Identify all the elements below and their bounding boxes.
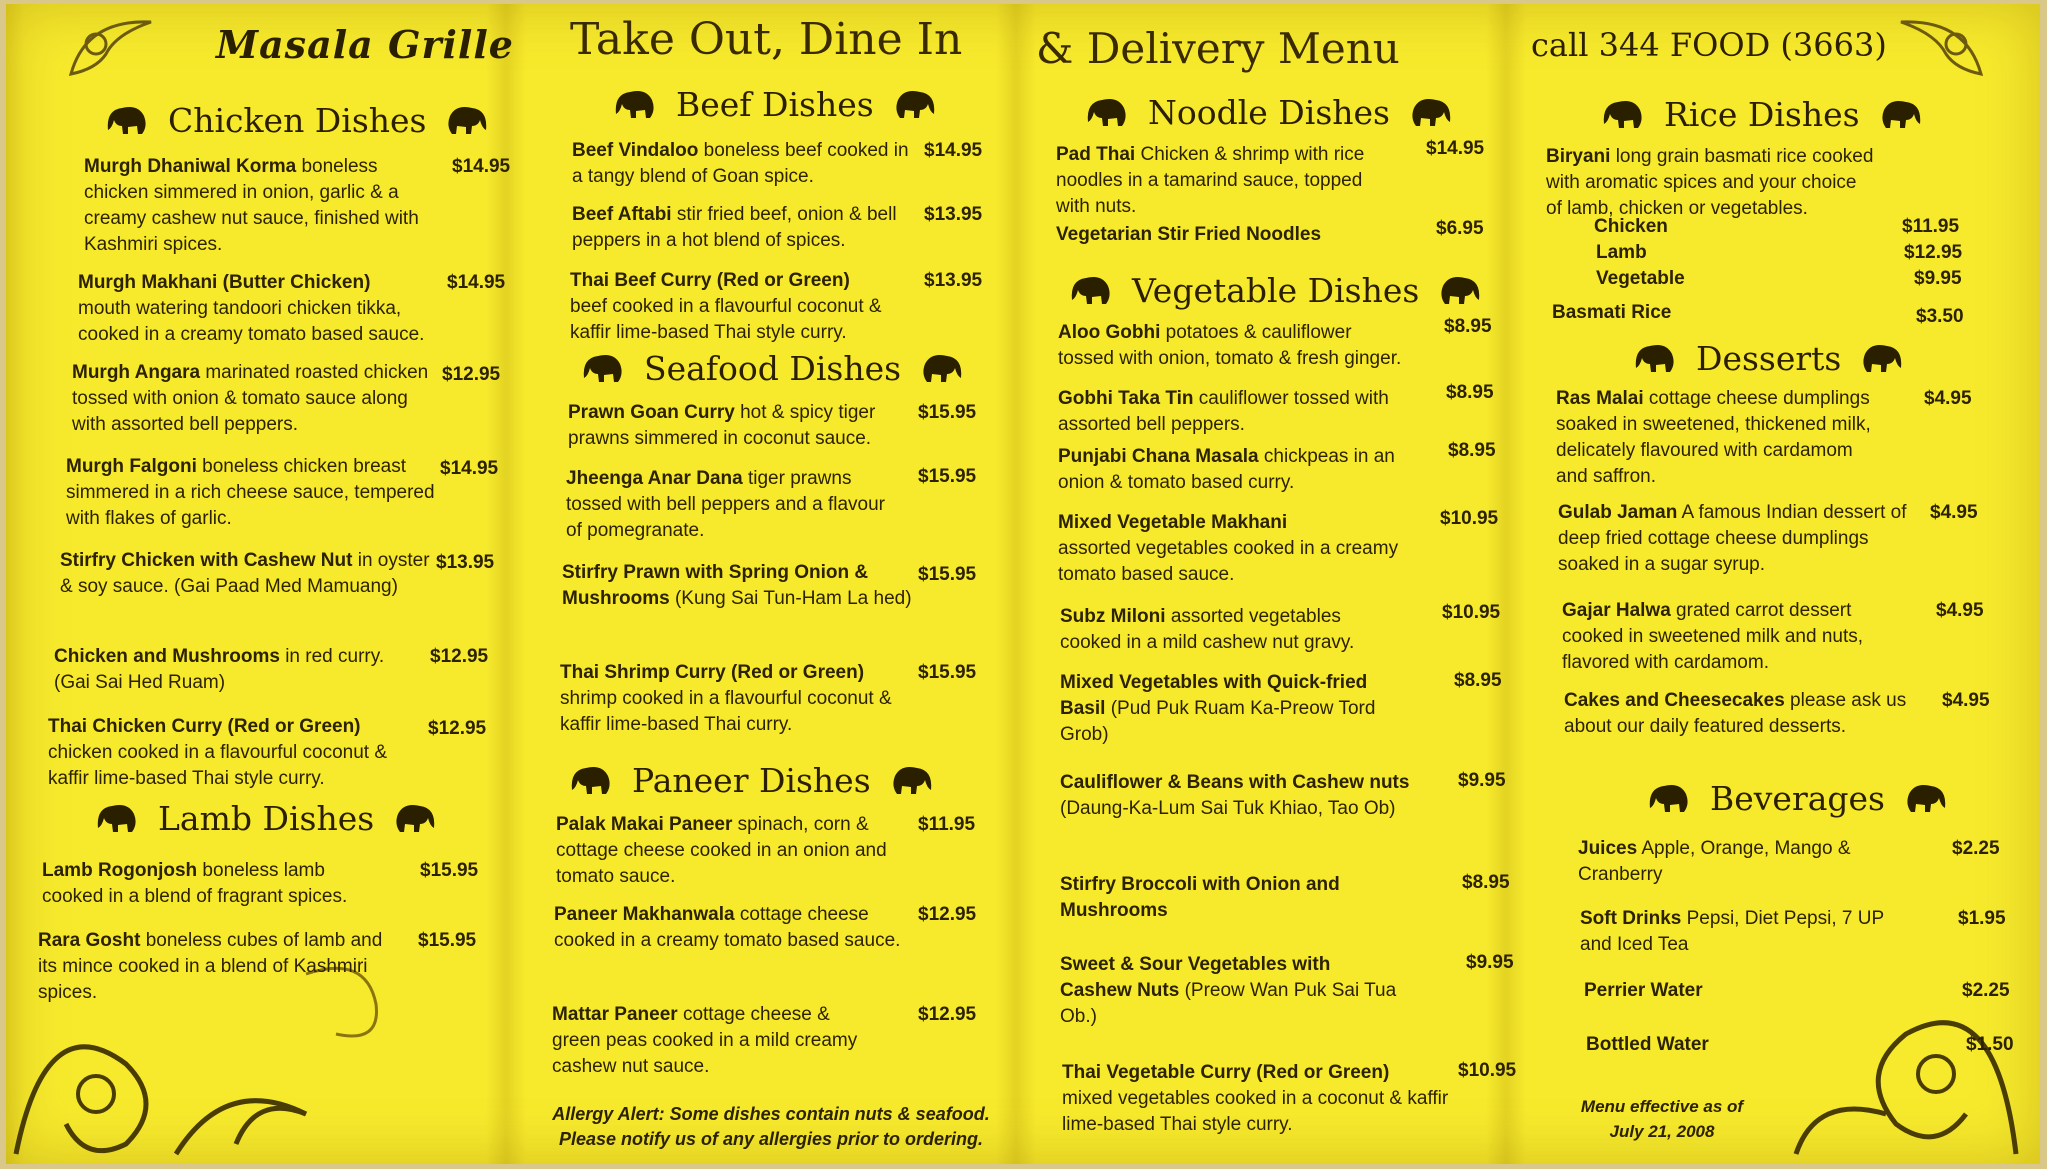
item-price: $13.95 <box>924 204 983 225</box>
item-price: $9.95 <box>1458 770 1506 791</box>
category-beef <box>612 84 938 124</box>
menu-item: Thai Vegetable Curry (Red or Green) mixed vegetables cooked in a coconut & kaffir lime-based Thai style curry. <box>1062 1062 1449 1135</box>
menu-item: Biryani long grain basmati rice cooked with aromatic spices and your choice of lamb, chicken or vegetables. <box>1546 146 1874 219</box>
item-price: $12.95 <box>430 646 489 667</box>
item-price: $1.95 <box>1958 908 2006 929</box>
item-price: $15.95 <box>918 564 977 585</box>
item-price: $15.95 <box>918 402 977 423</box>
menu-effective-date: Menu effective as of July 21, 2008 <box>1580 1097 1744 1141</box>
elephant-icon <box>612 84 658 124</box>
phone-number: call 344 FOOD (3663) <box>1531 26 1887 64</box>
menu-item: Mixed Vegetable Makhani assorted vegetables cooked in a creamy tomato based sauce. <box>1058 512 1399 585</box>
elephant-icon <box>1068 270 1114 310</box>
menu-item: Thai Beef Curry (Red or Green) beef cooked in a flavourful coconut & kaffir lime-based Thai style curry. <box>570 270 882 343</box>
menu-item: Thai Chicken Curry (Red or Green) chicken cooked in a flavourful coconut & kaffir lime-based Thai style curry. <box>48 716 388 789</box>
elephant-icon <box>1878 94 1924 134</box>
menu-item: Pad Thai Chicken & shrimp with rice noodles in a tamarind sauce, topped with nuts. <box>1056 144 1365 217</box>
item-price: $13.95 <box>436 552 495 573</box>
menu-item: Bottled Water <box>1586 1034 1709 1055</box>
item-price: $11.95 <box>1902 216 1960 237</box>
menu-item: Palak Makai Paneer spinach, corn & cottage cheese cooked in an onion and tomato sauce. <box>556 814 887 887</box>
item-price: $15.95 <box>418 930 477 951</box>
item-price: $8.95 <box>1444 316 1492 337</box>
header-left: Take Out, Dine In <box>570 14 963 65</box>
elephant-icon <box>1632 338 1678 378</box>
menu-item: Soft Drinks Pepsi, Diet Pepsi, 7 UP and Iced Tea <box>1580 908 1884 955</box>
item-price: $10.95 <box>1440 508 1499 529</box>
category-lamb <box>94 798 438 838</box>
elephant-icon <box>1084 92 1130 132</box>
item-price: $8.95 <box>1462 872 1510 893</box>
ornament-top-left-icon <box>66 14 156 84</box>
item-price: $8.95 <box>1448 440 1496 461</box>
item-price: $10.95 <box>1458 1060 1517 1081</box>
allergy-alert: Allergy Alert: Some dishes contain nuts & seafood. Please notify us of any allergies prior to ordering. <box>552 1104 990 1149</box>
item-price: $15.95 <box>420 860 479 881</box>
item-price: $15.95 <box>918 466 977 487</box>
elephant-icon <box>444 100 490 140</box>
menu-item: Gulab Jaman A famous Indian dessert of deep fried cottage cheese dumplings soaked in a sugar syrup. <box>1558 502 1907 575</box>
menu-item: Rara Gosht boneless cubes of lamb and its mince cooked in a blend of Kashmiri spices. <box>38 930 383 1003</box>
item-price: $1.50 <box>1966 1034 2014 1055</box>
ornament-top-right-icon <box>1896 14 1986 84</box>
item-price: $6.95 <box>1436 218 1484 239</box>
elephant-icon <box>919 348 965 388</box>
menu-item: Gobhi Taka Tin cauliflower tossed with assorted bell peppers. <box>1058 388 1389 435</box>
elephant-icon <box>104 100 150 140</box>
item-price: $13.95 <box>924 270 983 291</box>
item-price: $8.95 <box>1446 382 1494 403</box>
elephant-icon <box>580 348 626 388</box>
menu-item: Beef Aftabi stir fried beef, onion & bell peppers in a hot blend of spices. <box>572 204 897 251</box>
elephant-icon <box>889 760 935 800</box>
menu-item: Beef Vindaloo boneless beef cooked in a tangy blend of Goan spice. <box>572 140 909 187</box>
menu-item: Lamb Rogonjosh boneless lamb cooked in a blend of fragrant spices. <box>42 860 348 907</box>
category-title: Desserts <box>1696 338 1842 378</box>
category-title: Beef Dishes <box>676 84 874 124</box>
menu-item: Aloo Gobhi potatoes & cauliflower tossed with onion, tomato & fresh ginger. <box>1058 322 1402 369</box>
category-chicken <box>104 100 490 140</box>
menu-item: Perrier Water <box>1584 980 1703 1001</box>
menu-item: Punjabi Chana Masala chickpeas in an onion & tomato based curry. <box>1058 446 1395 493</box>
menu-item: Chicken and Mushrooms in red curry. (Gai Sai Hed Ruam) <box>54 646 385 693</box>
menu-item: Cakes and Cheesecakes please ask us about our daily featured desserts. <box>1564 690 1907 737</box>
menu-item: Murgh Makhani (Butter Chicken) mouth watering tandoori chicken tikka, cooked in a creamy tomato based sauce. <box>78 272 425 345</box>
menu-item: Murgh Angara marinated roasted chicken tossed with onion & tomato sauce along with assorted bell peppers. <box>72 362 429 435</box>
category-title: Seafood Dishes <box>644 348 902 388</box>
item-price: $12.95 <box>918 904 977 925</box>
basmati-rice: Basmati Rice <box>1552 302 1672 323</box>
item-price: $12.95 <box>442 364 501 385</box>
rice-option: Vegetable <box>1596 268 1685 289</box>
menu-item: Murgh Dhaniwal Korma boneless chicken simmered in onion, garlic & a creamy cashew nut sauce, finished with Kashmiri spices. <box>84 156 419 255</box>
category-vegetable <box>1068 270 1483 310</box>
item-price: $4.95 <box>1942 690 1990 711</box>
item-price: $2.25 <box>1962 980 2010 1001</box>
menu-item: Stirfry Prawn with Spring Onion & Mushrooms (Kung Sai Tun-Ham La hed) <box>562 562 912 609</box>
item-price: $12.95 <box>428 718 487 739</box>
menu-item: Stirfry Broccoli with Onion and Mushrooms <box>1060 874 1340 921</box>
category-seafood <box>580 348 965 388</box>
category-title: Noodle Dishes <box>1148 92 1390 132</box>
category-title: Chicken Dishes <box>168 100 427 140</box>
item-price: $3.50 <box>1916 306 1964 327</box>
item-price: $14.95 <box>440 458 499 479</box>
menu-item: Vegetarian Stir Fried Noodles <box>1056 224 1322 245</box>
item-price: $4.95 <box>1924 388 1972 409</box>
menu-item: Cauliflower & Beans with Cashew nuts (Daung-Ka-Lum Sai Tuk Khiao, Tao Ob) <box>1060 772 1410 819</box>
rice-option: Lamb <box>1596 242 1647 263</box>
item-price: $12.95 <box>1904 242 1963 263</box>
menu-item: Murgh Falgoni boneless chicken breast simmered in a rich cheese sauce, tempered with flakes of garlic. <box>66 456 435 529</box>
menu-item: Mattar Paneer cottage cheese & green peas cooked in a mild creamy cashew nut sauce. <box>552 1004 858 1077</box>
elephant-icon <box>568 760 614 800</box>
menu-item: Subz Miloni assorted vegetables cooked in a mild cashew nut gravy. <box>1060 606 1355 653</box>
item-price: $4.95 <box>1936 600 1984 621</box>
item-price: $9.95 <box>1466 952 1514 973</box>
brand-logo: Masala Grille <box>216 22 514 67</box>
item-price: $10.95 <box>1442 602 1501 623</box>
menu-item: Ras Malai cottage cheese dumplings soaked in sweetened, thickened milk, delicately flavoured with cardamom and saffron. <box>1556 388 1871 487</box>
item-price: $2.25 <box>1952 838 2000 859</box>
category-title: Paneer Dishes <box>632 760 871 800</box>
category-rice <box>1600 94 1924 134</box>
menu-item: Paneer Makhanwala cottage cheese cooked in a creamy tomato based sauce. <box>554 904 901 951</box>
category-noodle <box>1084 92 1454 132</box>
elephant-icon <box>1859 338 1905 378</box>
category-paneer <box>568 760 935 800</box>
elephant-icon <box>392 798 438 838</box>
menu-item: Prawn Goan Curry hot & spicy tiger prawns simmered in coconut sauce. <box>568 402 876 449</box>
elephant-icon <box>892 84 938 124</box>
elephant-icon <box>1903 778 1949 818</box>
item-price: $14.95 <box>447 272 506 293</box>
elephant-icon <box>94 798 140 838</box>
category-title: Vegetable Dishes <box>1132 270 1420 310</box>
category-desserts <box>1632 338 1905 378</box>
category-title: Beverages <box>1710 778 1885 818</box>
menu-item: Juices Apple, Orange, Mango & Cranberry <box>1578 838 1851 885</box>
menu-item: Stirfry Chicken with Cashew Nut in oyster & soy sauce. (Gai Paad Med Mamuang) <box>60 550 430 597</box>
item-price: $14.95 <box>1426 138 1485 159</box>
category-title: Rice Dishes <box>1664 94 1860 134</box>
category-title: Lamb Dishes <box>158 798 375 838</box>
elephant-icon <box>1408 92 1454 132</box>
menu-item: Sweet & Sour Vegetables with Cashew Nuts (Preow Wan Puk Sai Tua Ob.) <box>1060 954 1397 1027</box>
item-price: $11.95 <box>918 814 976 835</box>
header-right: & Delivery Menu <box>1036 24 1400 73</box>
menu-item: Jheenga Anar Dana tiger prawns tossed with bell peppers and a flavour of pomegranate. <box>566 468 885 541</box>
elephant-icon <box>1600 94 1646 134</box>
item-price: $12.95 <box>918 1004 977 1025</box>
menu-item: Thai Shrimp Curry (Red or Green) shrimp cooked in a flavourful coconut & kaffir lime-based Thai curry. <box>560 662 892 735</box>
menu-paper <box>6 4 2040 1164</box>
item-price: $14.95 <box>452 156 511 177</box>
menu-item: Mixed Vegetables with Quick-fried Basil (Pud Puk Ruam Ka-Preow Tord Grob) <box>1060 672 1376 745</box>
elephant-icon <box>1437 270 1483 310</box>
item-price: $4.95 <box>1930 502 1978 523</box>
item-price: $14.95 <box>924 140 983 161</box>
item-price: $9.95 <box>1914 268 1962 289</box>
category-beverages <box>1646 778 1949 818</box>
item-price: $8.95 <box>1454 670 1502 691</box>
item-price: $15.95 <box>918 662 977 683</box>
menu-item: Gajar Halwa grated carrot dessert cooked in sweetened milk and nuts, flavored with cardamom. <box>1562 600 1864 673</box>
elephant-icon <box>1646 778 1692 818</box>
rice-option: Chicken <box>1594 216 1668 237</box>
